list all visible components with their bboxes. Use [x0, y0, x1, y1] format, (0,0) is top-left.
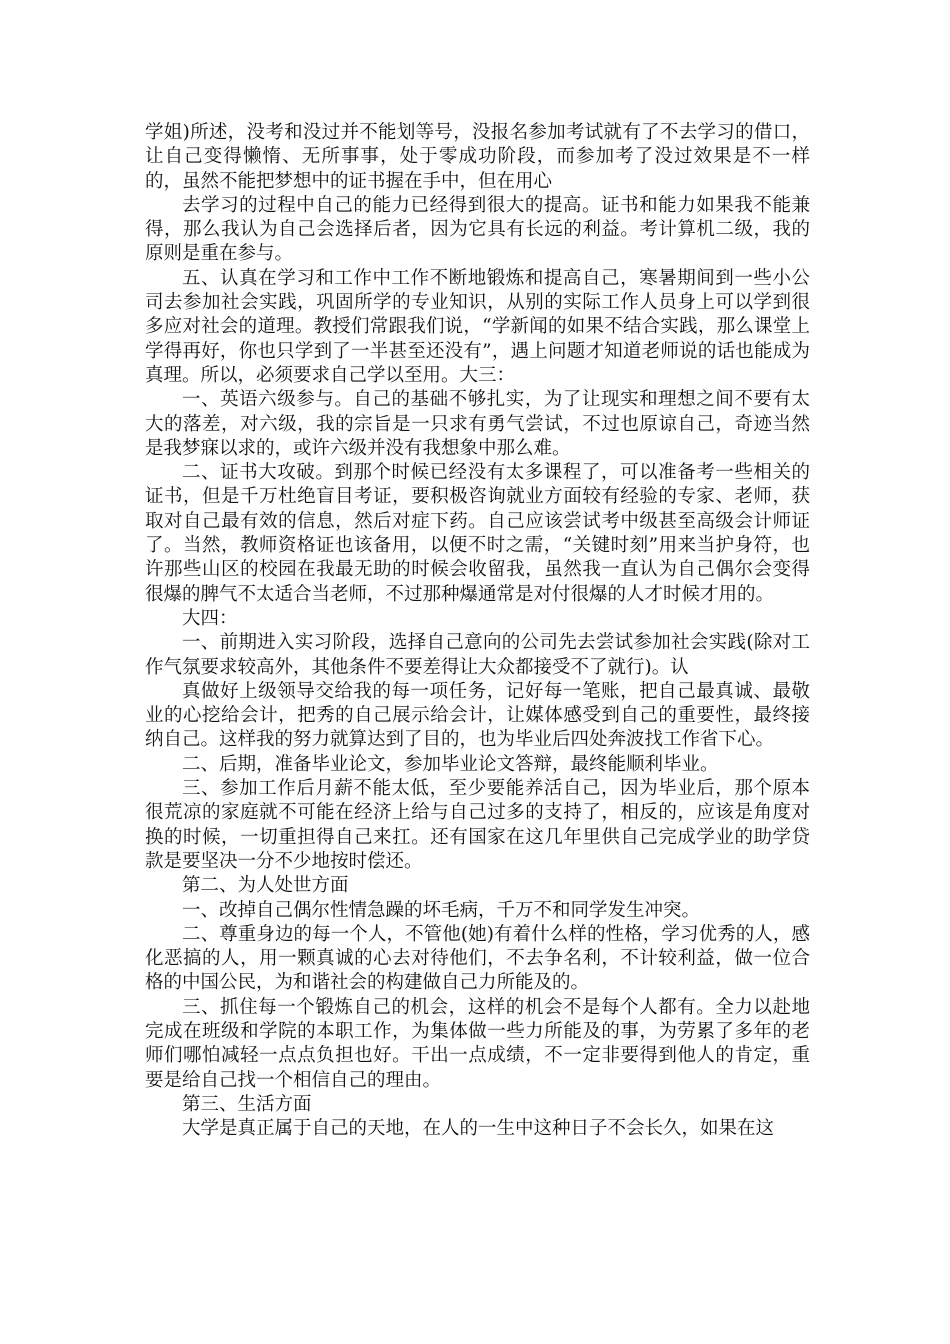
paragraph-10: 三、参加工作后月薪不能太低，至少要能养活自己，因为毕业后，那个原本很荒凉的家庭就不可能在经济上给与自己过多的支持了，相反的，应该是角度对换的时候，一切重担得自己来扛。还有国家在这几年里供自己完成学业的助学贷款是要坚决一分不少地按时偿还。: [145, 778, 810, 872]
paragraph-3: 五、认真在学习和工作中工作不断地锻炼和提高自己，寒暑期间到一些小公司去参加社会实践，巩固所学的专业知识，从别的实际工作人员身上可以学到很多应对社会的道理。教授们常跟我们说，“学新闻的如果不结合实践，那么课堂上学得再好，你也只学到了一半甚至还没有”，遇上问题才知道老师说的话也能成为真理。所以，必须要求自己学以至用。大三：: [145, 267, 810, 386]
section-heading-life: 第三、生活方面: [182, 1093, 312, 1115]
document-page: [145, 121, 810, 1141]
section-heading-interpersonal: 第二、为人处世方面: [182, 875, 349, 897]
paragraph-4: 一、英语六级参与。自己的基础不够扎实，为了让现实和理想之间不要有太大的落差，对六级，我的宗旨是一只求有勇气尝试，不过也原谅自己，奇迹当然是我梦寐以求的，或许六级并没有我想象中那么难。: [145, 389, 810, 459]
paragraph-9: 二、后期，准备毕业论文，参加毕业论文答辩，最终能顺利毕业。: [182, 753, 719, 775]
paragraph-13: 二、尊重身边的每一个人，不管他(她)有着什么样的性格，学习优秀的人，感化恶搞的人，用一颗真诚的心去对待他们，不去争名利，不计较利益，做一位合格的中国公民，为和谐社会的构建做自己力所能及的。: [145, 923, 810, 994]
paragraph-8: 真做好上级领导交给我的每一项任务，记好每一笔账，把自己最真诚、最敬业的心挖给会计，把秀的自己展示给会计，让媒体感受到自己的重要性，最终接纳自己。这样我的努力就算达到了目的，也为毕业后四处奔波找工作省下心。: [145, 680, 810, 751]
paragraph-2: 去学习的过程中自己的能力已经得到很大的提高。证书和能力如果我不能兼得，那么我认为自己会选择后者，因为它具有长远的利益。考计算机二级，我的原则是重在参与。: [145, 194, 810, 265]
section-heading-year-four: 大四：: [182, 607, 238, 629]
paragraph-1: 学姐)所述，没考和没过并不能划等号，没报名参加考试就有了不去学习的借口，让自己变得懒惰、无所事事，处于零成功阶段，而参加考了没过效果是不一样的，虽然不能把梦想中的证书握在手中，但在用心: [145, 122, 810, 192]
paragraph-14: 三、抓住每一个锻炼自己的机会，这样的机会不是每个人都有。全力以赴地完成在班级和学院的本职工作，为集体做一些力所能及的事，为劳累了多年的老师们哪怕减轻一点点负担也好。干出一点成绩，不一定非要得到他人的肯定，重要是给自己找一个相信自己的理由。: [145, 996, 810, 1091]
paragraph-12: 一、改掉自己偶尔性情急躁的坏毛病，千万不和同学发生冲突。: [182, 899, 701, 921]
paragraph-16: 大学是真正属于自己的天地，在人的一生中这种日子不会长久，如果在这: [182, 1118, 775, 1140]
paragraph-5: 二、证书大攻破。到那个时候已经没有太多课程了，可以准备考一些相关的证书，但是千万杜绝盲目考证，要积极咨询就业方面较有经验的专家、老师，获取对自己最有效的信息，然后对症下药。自己应该尝试考中级甚至高级会计师证了。当然，教师资格证也该备用，以便不时之需，“关键时刻”用来当护身符，也许那些山区的校园在我最无助的时候会收留我，虽然我一直认为自己偶尔会变得很爆的脾气不太适合当老师，不过那种爆通常是对付很爆的人才时候才用的。: [145, 462, 810, 605]
paragraph-7: 一、前期进入实习阶段，选择自己意向的公司先去尝试参加社会实践(除对工作气氛要求较高外，其他条件不要差得让大众都接受不了就行)。认: [145, 632, 810, 678]
